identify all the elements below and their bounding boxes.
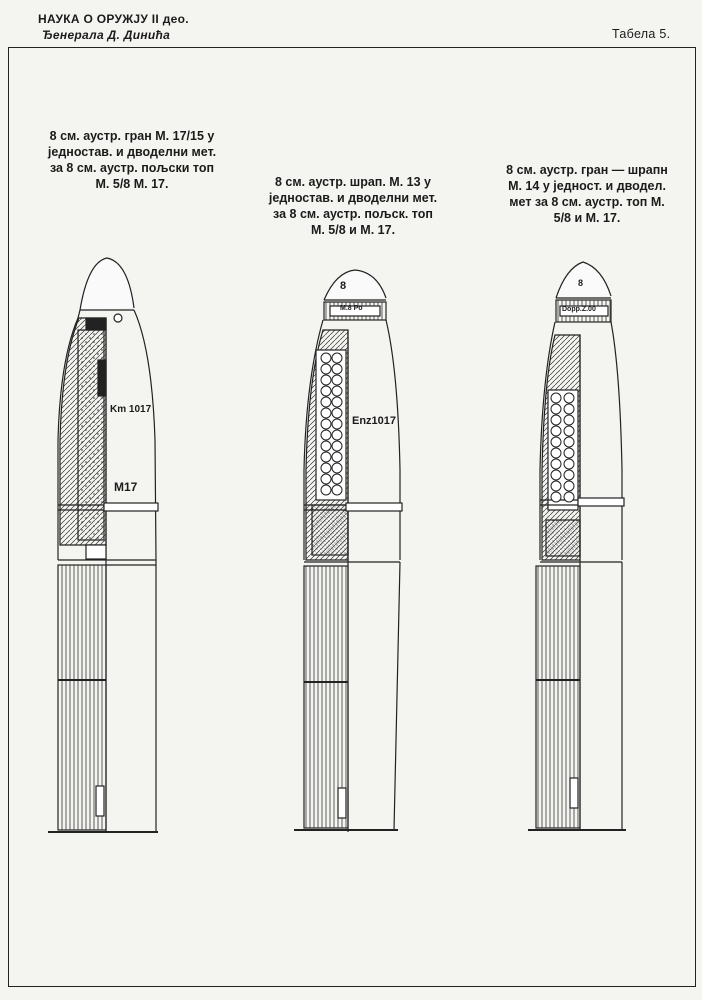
shrapnel-ball <box>332 408 342 418</box>
shrapnel-ball <box>332 485 342 495</box>
shell-3-fuze-ring: Dopp.Z.00 <box>562 306 596 313</box>
shrapnel-ball <box>564 437 574 447</box>
shrapnel-ball <box>564 393 574 403</box>
shrapnel-ball <box>551 448 561 458</box>
shrapnel-ball <box>332 353 342 363</box>
shrapnel-ball <box>321 463 331 473</box>
shrapnel-ball <box>564 492 574 502</box>
shell-2-drawing <box>294 270 402 832</box>
shrapnel-ball <box>551 481 561 491</box>
shrapnel-ball <box>321 386 331 396</box>
shrapnel-ball <box>332 364 342 374</box>
caption-line: М. 5/8 М. 17. <box>95 177 169 191</box>
shrapnel-ball <box>564 481 574 491</box>
caption-line: М. 14 у једност. и дводел. <box>508 179 666 193</box>
shell-2-fuze-ring: M.8 Po <box>340 305 363 312</box>
shrapnel-ball <box>321 419 331 429</box>
shrapnel-ball <box>321 452 331 462</box>
shrapnel-ball <box>332 441 342 451</box>
shrapnel-ball <box>332 375 342 385</box>
shrapnel-ball <box>332 463 342 473</box>
shrapnel-ball <box>332 397 342 407</box>
shrapnel-balls <box>321 353 574 502</box>
shrapnel-ball <box>332 419 342 429</box>
book-title: НАУКА О ОРУЖЈУ II део. <box>38 12 189 26</box>
shrapnel-ball <box>564 415 574 425</box>
shell-2-fuze-label: Enz1017 <box>352 415 397 427</box>
shrapnel-ball <box>551 492 561 502</box>
shell-2-top-mark: 8 <box>340 280 347 292</box>
shrapnel-ball <box>551 426 561 436</box>
caption-line: једностав. и дводелни мет. <box>47 145 217 159</box>
shrapnel-ball <box>321 485 331 495</box>
caption-line: 8 см. аустр. гран М. 17/15 у <box>49 129 215 143</box>
shrapnel-ball <box>551 393 561 403</box>
shell-1-fuze-label: Km 1017 <box>110 404 152 415</box>
shrapnel-ball <box>564 448 574 458</box>
shrapnel-ball <box>332 386 342 396</box>
shrapnel-ball <box>564 459 574 469</box>
shrapnel-ball <box>551 459 561 469</box>
table-label: Табела 5. <box>612 27 671 41</box>
caption-line: једностав. и дводелни мет. <box>268 191 438 205</box>
shell-3-drawing <box>528 262 626 830</box>
shrapnel-ball <box>321 430 331 440</box>
caption-line: 8 см. аустр. шрап. М. 13 у <box>274 175 431 189</box>
shell-1-body-label: M17 <box>114 480 138 494</box>
caption-line: 8 см. аустр. гран — шрапн <box>506 163 668 177</box>
shell-1-drawing <box>48 258 158 832</box>
caption-line: М. 5/8 и М. 17. <box>310 223 396 237</box>
caption-line: за 8 см. аустр. пољски топ <box>49 161 215 175</box>
shrapnel-ball <box>332 474 342 484</box>
shell-3-top-mark: 8 <box>578 278 584 288</box>
shrapnel-ball <box>564 470 574 480</box>
caption-line: мет за 8 см. аустр. топ М. <box>509 195 665 209</box>
shrapnel-ball <box>321 474 331 484</box>
shrapnel-ball <box>564 426 574 436</box>
shrapnel-ball <box>321 408 331 418</box>
shrapnel-ball <box>551 437 561 447</box>
shrapnel-ball <box>321 353 331 363</box>
shrapnel-ball <box>321 364 331 374</box>
author-line: Ђенерала Д. Динића <box>42 28 171 42</box>
caption-line: 5/8 и М. 17. <box>553 211 621 225</box>
shrapnel-ball <box>332 430 342 440</box>
shrapnel-ball <box>321 441 331 451</box>
shrapnel-ball <box>321 397 331 407</box>
shrapnel-ball <box>551 404 561 414</box>
shrapnel-ball <box>564 404 574 414</box>
shrapnel-ball <box>332 452 342 462</box>
shrapnel-ball <box>551 415 561 425</box>
caption-line: за 8 см. аустр. пољск. топ <box>273 207 433 221</box>
shrapnel-ball <box>321 375 331 385</box>
shrapnel-ball <box>551 470 561 480</box>
